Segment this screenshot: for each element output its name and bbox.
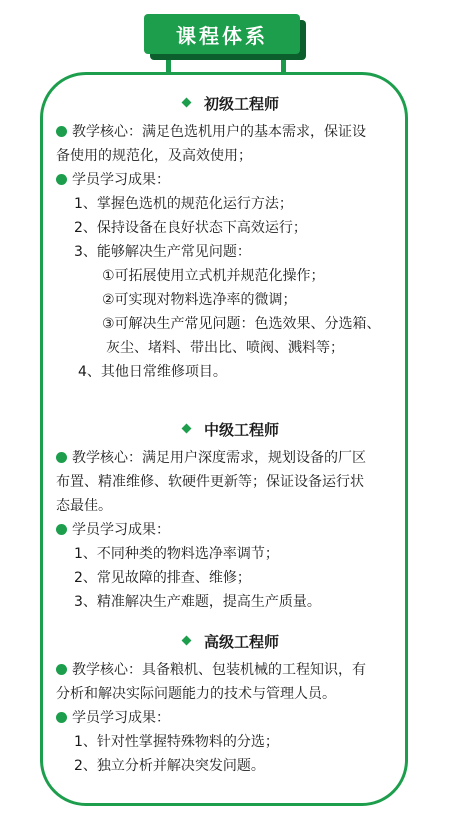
bullet-icon: [56, 126, 67, 137]
bullet-icon: [56, 452, 67, 463]
bullet-icon: [56, 174, 67, 185]
list-item: 3、能够解决生产常见问题：: [74, 244, 251, 260]
teaching-core-cont: 布置、精准维修、软硬件更新等；保证设备运行状: [56, 474, 364, 490]
section-junior: [56, 92, 406, 384]
section-senior: [56, 630, 406, 778]
teaching-core: 教学核心：满足色选机用户的基本需求，保证设: [56, 120, 406, 144]
bullet-icon: [56, 664, 67, 675]
sub-list-item-cont: 灰尘、堵料、带出比、喷阀、溅料等；: [106, 340, 344, 356]
section-title: 高级工程师: [56, 630, 406, 654]
teaching-core-cont: 备使用的规范化，及高效使用；: [56, 148, 252, 164]
list-item: 2、独立分析并解决突发问题。: [74, 758, 265, 774]
course-content: [56, 92, 406, 778]
diamond-icon: [182, 424, 192, 434]
list-item: 2、保持设备在良好状态下高效运行；: [74, 220, 307, 236]
sub-list-item: ③可解决生产常见问题：色选效果、分选箱、: [102, 316, 381, 332]
list-item: 2、常见故障的排查、维修；: [74, 570, 251, 586]
list-item: 1、不同种类的物料选净率调节；: [74, 546, 279, 562]
bullet-icon: [56, 712, 67, 723]
outcomes-label: 学员学习成果：: [56, 168, 406, 192]
section-intermediate: [56, 418, 406, 614]
title-banner: [144, 14, 300, 54]
list-item: 1、针对性掌握特殊物料的分选；: [74, 734, 279, 750]
teaching-core: 教学核心：满足用户深度需求，规划设备的厂区: [56, 446, 406, 470]
list-item: 4、其他日常维修项目。: [78, 364, 227, 380]
course-header: [0, 0, 452, 80]
outcomes-label: 学员学习成果：: [56, 706, 406, 730]
outcomes-label: 学员学习成果：: [56, 518, 406, 542]
teaching-core-cont: 分析和解决实际问题能力的技术与管理人员。: [56, 686, 336, 702]
diamond-icon: [182, 636, 192, 646]
sub-list-item: ①可拓展使用立式机并规范化操作；: [102, 268, 325, 284]
section-title: 中级工程师: [56, 418, 406, 442]
teaching-core-cont: 态最佳。: [56, 498, 112, 514]
section-title: 初级工程师: [56, 92, 406, 116]
list-item: 1、掌握色选机的规范化运行方法；: [74, 196, 293, 212]
list-item: 3、精准解决生产难题，提高生产质量。: [74, 594, 321, 610]
page-title: 课程体系: [176, 23, 268, 48]
bullet-icon: [56, 524, 67, 535]
diamond-icon: [182, 98, 192, 108]
teaching-core: 教学核心：具备粮机、包装机械的工程知识，有: [56, 658, 406, 682]
sub-list-item: ②可实现对物料选净率的微调；: [102, 292, 297, 308]
